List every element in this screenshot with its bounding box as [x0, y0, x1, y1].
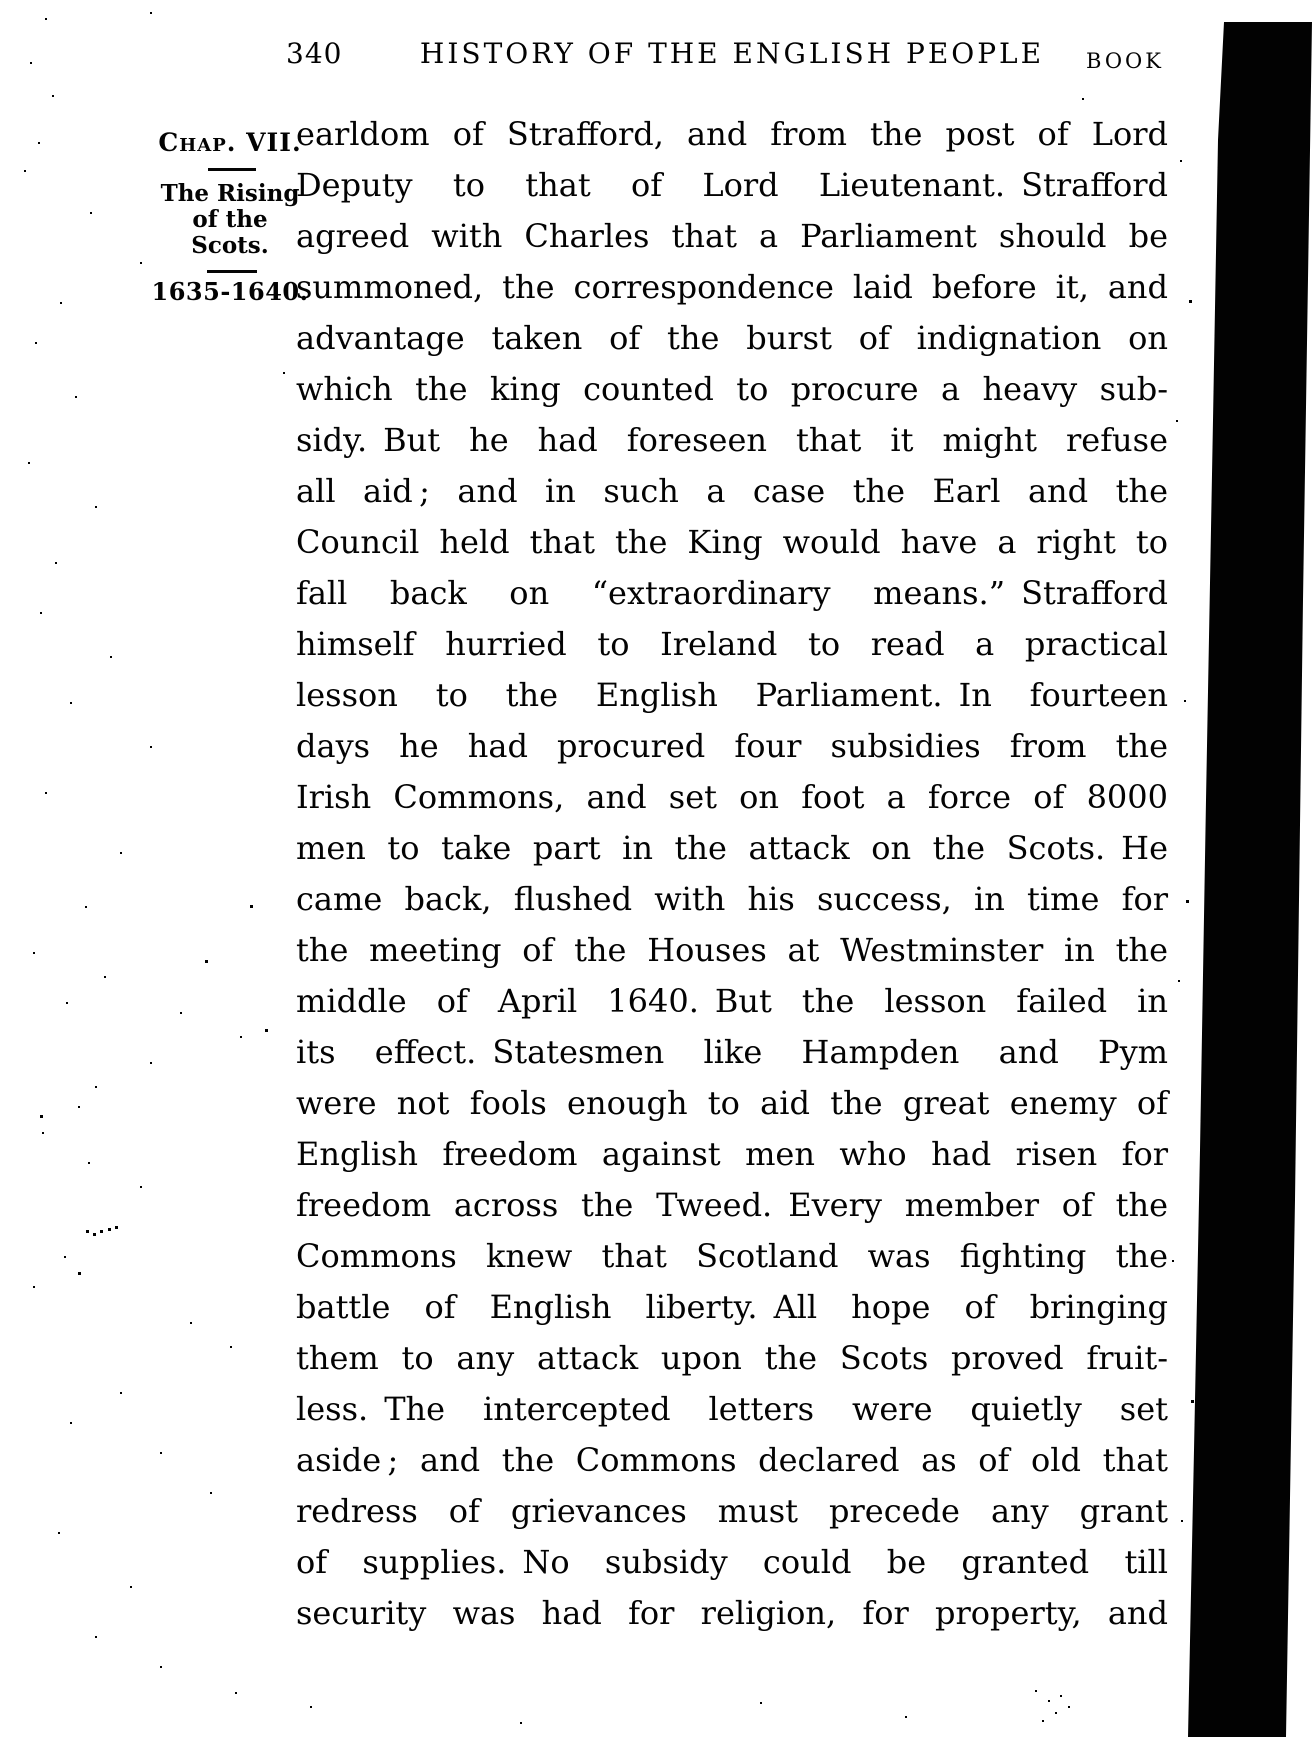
body-text	[296, 109, 1168, 1639]
text-line: earldom of Strafford, and from the post of Lord	[296, 115, 1168, 153]
text-line: Council held that the King would have a right to	[296, 523, 1168, 561]
text-line: Irish Commons, and set on foot a force of 8000	[296, 778, 1168, 816]
book-label: BOOK	[1086, 49, 1164, 73]
text-line: came back, flushed with his success, in time for	[296, 880, 1168, 918]
text-line: freedom across the Tweed. Every member of the	[296, 1186, 1168, 1224]
text-line: advantage taken of the burst of indignation on	[296, 319, 1168, 357]
text-line: less. The intercepted letters were quietly set	[296, 1390, 1168, 1428]
text-line: them to any attack upon the Scots proved fruit-	[296, 1339, 1168, 1377]
text-line: which the king counted to procure a heavy sub-	[296, 370, 1168, 408]
text-line: agreed with Charles that a Parliament should be	[296, 217, 1168, 255]
text-line: fall back on “extraordinary means.” Strafford	[296, 574, 1168, 612]
text-line: all aid ; and in such a case the Earl and the	[296, 472, 1168, 510]
text-line: redress of grievances must precede any grant	[296, 1492, 1168, 1530]
text-line: of supplies. No subsidy could be granted till	[296, 1543, 1168, 1581]
text-line: himself hurried to Ireland to read a practical	[296, 625, 1168, 663]
text-line: days he had procured four subsidies from the	[296, 727, 1168, 765]
text-line: men to take part in the attack on the Scots. He	[296, 829, 1168, 867]
margin-rule	[207, 270, 257, 273]
section-note	[150, 181, 310, 259]
text-line: summoned, the correspondence laid before it, and	[296, 268, 1168, 306]
page-number: 340	[286, 37, 343, 70]
scan-noise-marks	[0, 0, 3, 3]
text-line: aside ; and the Commons declared as of old that	[296, 1441, 1168, 1479]
text-line: its effect. Statesmen like Hampden and Pym	[296, 1033, 1168, 1071]
text-line: battle of English liberty. All hope of bringing	[296, 1288, 1168, 1326]
section-note-line: of the	[192, 206, 268, 233]
section-note-line: Scots.	[191, 232, 269, 259]
text-line: Commons knew that Scotland was fighting the	[296, 1237, 1168, 1275]
running-title: HISTORY OF THE ENGLISH PEOPLE	[419, 37, 1045, 70]
text-line: sidy. But he had foreseen that it might refuse	[296, 421, 1168, 459]
text-line: English freedom against men who had risen for	[296, 1135, 1168, 1173]
margin-rule	[208, 168, 256, 171]
date-note: 1635-1640.	[151, 277, 309, 306]
section-note-line: The Rising	[160, 180, 300, 207]
text-line: Deputy to that of Lord Lieutenant. Strafford	[296, 166, 1168, 204]
text-line: the meeting of the Houses at Westminster in the	[296, 931, 1168, 969]
text-line: middle of April 1640. But the lesson failed in	[296, 982, 1168, 1020]
text-line: security was had for religion, for property, and	[296, 1594, 1168, 1632]
text-line: lesson to the English Parliament. In fourteen	[296, 676, 1168, 714]
text-line: were not fools enough to aid the great enemy of	[296, 1084, 1168, 1122]
chapter-note: Chap. VII.	[158, 128, 302, 157]
